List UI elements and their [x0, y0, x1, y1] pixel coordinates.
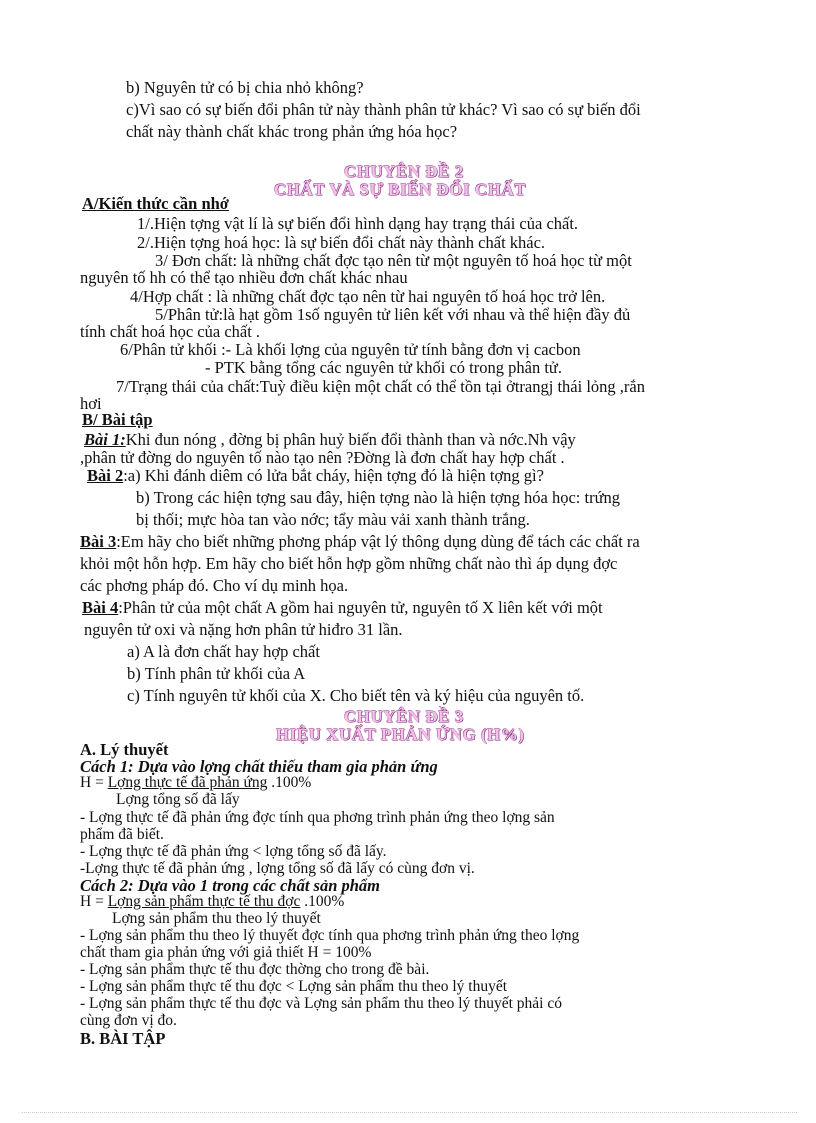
- knowledge-item-3-line2: nguyên tố hh có thể tạo nhiều đơn chất khác nhau: [80, 268, 408, 287]
- knowledge-item-5-line1: 5/Phân tử:là hạt gồm 1số nguyên tử liên kết với nhau và thể hiện đầy đủ: [155, 305, 631, 324]
- exercise-4-question-b: b) Tính phân tử khối của A: [127, 664, 306, 683]
- exercise-3-line1: [80, 532, 640, 552]
- intro-question-c-line1: c)Vì sao có sự biến đổi phân tử này thành phân tử khác? Vì sao có sự biến đổi: [126, 100, 641, 119]
- formula-1-numerator: Lợng thực tế đã phản ứng: [107, 774, 268, 791]
- exercise-4-line1: [82, 598, 603, 618]
- exercise-2-line3: bị thối; mực hòa tan vào nớc; tẩy màu vải xanh thành trắng.: [136, 510, 530, 529]
- exercise-1-line1: [84, 430, 576, 450]
- formula-2-numerator: Lợng sản phẩm thực tế thu đợc: [107, 893, 301, 910]
- exercise-3-line3: các phơng pháp đó. Cho ví dụ minh họa.: [80, 576, 349, 595]
- formula-2-denominator: Lợng sản phẩm thu theo lý thuyết: [112, 910, 321, 927]
- knowledge-item-7-line2: hơi: [80, 394, 102, 413]
- page-bottom-divider: [22, 1112, 797, 1113]
- chuyen-de-2-subtitle: CHẤT VÀ SỰ BIẾN ĐỔI CHẤT: [274, 180, 527, 199]
- exercise-1-label: Bài 1:: [84, 430, 126, 449]
- section-a-heading: A/Kiến thức cần nhớ: [82, 194, 229, 213]
- method-2-heading: Cách 2: Dựa vào 1 trong các chất sản phẩm: [80, 876, 381, 895]
- method-2-note-1-line1: - Lợng sản phẩm thu theo lý thuyết đợc tính qua phơng trình phản ứng theo lợng: [80, 927, 580, 944]
- method-1-note-1-line1: - Lợng thực tế đã phản ứng đợc tính qua phơng trình phản ứng theo lợng sản: [80, 809, 555, 826]
- exercise-3-label: Bài 3: [80, 532, 117, 551]
- knowledge-item-7-line1: 7/Trạng thái của chất:Tuỳ điều kiện một chất có thể tồn tại ởtrangj thái lỏng ,rắn: [116, 377, 645, 396]
- exercise-2-label: Bài 2: [87, 466, 124, 485]
- knowledge-item-3-line1: 3/ Đơn chất: là những chất đợc tạo nên từ một nguyên tố hoá học từ một: [155, 251, 632, 270]
- exercise-4-question-c: c) Tính nguyên tử khối của X. Cho biết tên và ký hiệu của nguyên tố.: [127, 686, 585, 705]
- formula-1-multiplier: .100%: [267, 774, 312, 791]
- exercise-2-line1: [87, 466, 544, 486]
- formula-2-multiplier: .100%: [300, 893, 345, 910]
- chuyen-de-3-title: CHUYÊN ĐỀ 3: [344, 707, 464, 726]
- formula-1-h: H =: [80, 774, 108, 791]
- formula-1-numerator-row: [80, 774, 311, 792]
- chuyen-de-3-subtitle: HIỆU XUẤT PHẢN ỨNG (H%): [276, 725, 525, 744]
- exercise-4-line2: nguyên tử oxi và nặng hơn phân tử hiđro 31 lần.: [84, 620, 403, 639]
- knowledge-item-6-line1: 6/Phân tử khối :- Là khối lợng của nguyên tử tính bằng đơn vị cacbon: [120, 340, 581, 359]
- method-2-note-4-line1: - Lợng sản phẩm thực tế thu đợc và Lợng sản phẩm thu theo lý thuyết phải có: [80, 995, 562, 1012]
- exercise-4-label: Bài 4: [82, 598, 119, 617]
- exercise-2-text: :a) Khi đánh diêm có lửa bắt cháy, hiện tợng đó là hiện tợng gì?: [123, 466, 544, 485]
- method-2-note-4-line2: cùng đơn vị đo.: [80, 1012, 177, 1029]
- chuyen-de-2-title: CHUYÊN ĐỀ 2: [344, 162, 464, 181]
- exercise-2-line2: b) Trong các hiện tợng sau đây, hiện tợng nào là hiện tợng hóa học: trứng: [136, 488, 621, 507]
- theory-heading: A. Lý thuyết: [80, 740, 169, 759]
- exercise-4-question-a: a) A là đơn chất hay hợp chất: [127, 642, 320, 661]
- method-1-heading: Cách 1: Dựa vào lợng chất thiếu tham gia phản ứng: [80, 757, 438, 776]
- exercise-1-text: Khi đun nóng , đờng bị phân huỷ biến đổi thành than và nớc.Nh vậy: [125, 430, 576, 449]
- formula-1-denominator: Lợng tổng số đã lấy: [116, 791, 240, 808]
- method-2-note-2: - Lợng sản phẩm thực tế thu đợc thờng cho trong đề bài.: [80, 961, 430, 978]
- method-1-note-1-line2: phẩm đã biết.: [80, 826, 164, 843]
- knowledge-item-1: 1/.Hiện tợng vật lí là sự biến đổi hình dạng hay trạng thái của chất.: [137, 214, 579, 233]
- knowledge-item-6-line2: - PTK bằng tổng các nguyên tử khối có trong phân tử.: [205, 358, 562, 377]
- method-1-note-3: -Lợng thực tế đã phản ứng , lợng tổng số đã lấy có cùng đơn vị.: [80, 860, 475, 877]
- exercise-3-text: :Em hãy cho biết những phơng pháp vật lý thông dụng dùng để tách các chất ra: [116, 532, 640, 551]
- method-2-note-3: - Lợng sản phẩm thực tế thu đợc < Lợng sản phẩm thu theo lý thuyết: [80, 978, 507, 995]
- section-b-heading: B/ Bài tập: [82, 410, 153, 429]
- knowledge-item-5-line2: tính chất hoá học của chất .: [80, 322, 261, 341]
- formula-2-h: H =: [80, 893, 108, 910]
- exercise-4-text: :Phân tử của một chất A gồm hai nguyên tử, nguyên tố X liên kết với một: [118, 598, 603, 617]
- intro-question-b: b) Nguyên tử có bị chia nhỏ không?: [126, 78, 364, 97]
- exercise-3-line2: khỏi một hỗn hợp. Em hãy cho biết hỗn hợp gồm những chất nào thì áp dụng đợc: [80, 554, 618, 573]
- knowledge-item-4: 4/Hợp chất : là những chất đợc tạo nên từ hai nguyên tố hoá học trở lên.: [130, 287, 606, 306]
- exercises-heading: B. BÀI TẬP: [80, 1029, 166, 1048]
- exercise-1-line2: ,phân tử đờng do nguyên tố nào tạo nên ?Đờng là đơn chất hay hợp chất .: [80, 448, 565, 467]
- formula-2-numerator-row: [80, 893, 344, 911]
- method-1-note-2: - Lợng thực tế đã phản ứng < lợng tổng số đã lấy.: [80, 843, 387, 860]
- method-2-note-1-line2: chất tham gia phản ứng với giả thiết H = 100%: [80, 944, 372, 961]
- knowledge-item-2: 2/.Hiện tợng hoá học: là sự biến đổi chất này thành chất khác.: [137, 233, 546, 252]
- intro-question-c-line2: chất này thành chất khác trong phản ứng hóa học?: [126, 122, 458, 141]
